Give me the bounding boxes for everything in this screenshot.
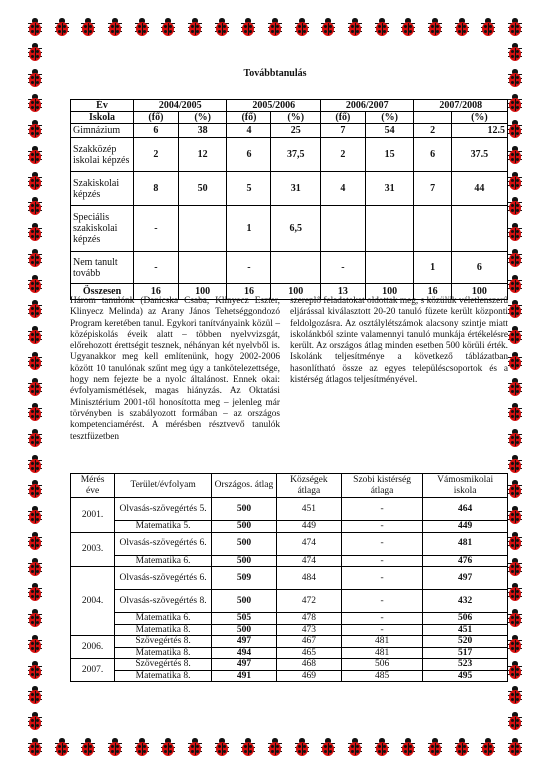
ladybug-icon [507, 532, 523, 551]
area-cell: Olvasás-szövegértés 6. [115, 532, 212, 555]
column-header: Terület/évfolyam [115, 474, 212, 498]
village-average: 469 [276, 670, 341, 682]
ladybug-icon [400, 18, 416, 37]
ladybug-icon [27, 249, 43, 268]
ladybug-icon [80, 738, 96, 757]
unit-heading: (%) [365, 112, 414, 124]
ladybug-icon [507, 275, 523, 294]
ladybug-icon [507, 403, 523, 422]
area-cell: Matematika 8. [115, 670, 212, 682]
total-cell: 16 [227, 284, 271, 300]
body-text-right: szereplő feladatokat oldottak meg, s közülük véletlenszerű eljárással kiválasztott 20-20 tanuló füzete került központi feldolgozásra. Az osztálylétszámok alacsony szintje miatt iskolánkból szinte valamennyi tanuló munkája értékelésre került. Az országos átlag minden esetben 500 körüli érték. Iskolánk teljesítménye a következő táblázatban hasonlítható össze az egyes településcsoportok és a kistérség átlagos teljesítményével. [290, 296, 508, 386]
value-cell: 54 [365, 124, 414, 138]
ladybug-icon [107, 738, 123, 757]
area-cell: Olvasás-szövegértés 5. [115, 498, 212, 521]
ladybug-icon [27, 455, 43, 474]
area-cell: Matematika 5. [115, 521, 212, 533]
table-row [71, 555, 508, 567]
village-average: 451 [276, 498, 341, 521]
value-cell: 5 [227, 172, 271, 206]
area-cell: Matematika 8. [115, 624, 212, 636]
value-cell: 12 [178, 138, 227, 172]
value-cell: 2 [414, 124, 451, 138]
year-header: Év [71, 100, 134, 112]
ladybug-icon [27, 300, 43, 319]
ladybug-icon [507, 609, 523, 628]
school-result: 481 [423, 532, 508, 555]
value-cell: 6,5 [271, 206, 321, 252]
ladybug-icon [80, 18, 96, 37]
ladybug-icon [507, 43, 523, 62]
table-row [71, 647, 508, 659]
unit-heading: (%) [451, 112, 507, 124]
ladybug-icon [160, 18, 176, 37]
ladybug-icon [27, 378, 43, 397]
value-cell [271, 252, 321, 284]
value-cell: - [320, 252, 365, 284]
year-cell: 2007. [71, 659, 115, 682]
ladybug-icon [507, 661, 523, 680]
ladybug-icon [27, 738, 43, 757]
ladybug-icon [27, 635, 43, 654]
value-cell: 2 [320, 138, 365, 172]
ladybug-icon [214, 738, 230, 757]
ladybug-icon [160, 738, 176, 757]
ladybug-icon [507, 738, 523, 757]
subregion-average: - [341, 521, 422, 533]
unit-heading: (fő) [227, 112, 271, 124]
subregion-average: - [341, 624, 422, 636]
ladybug-icon [320, 18, 336, 37]
value-cell [178, 206, 227, 252]
school-result: 520 [423, 636, 508, 648]
row-label: Szakiskolai képzés [71, 172, 134, 206]
ladybug-icon [454, 18, 470, 37]
school-result: 506 [423, 613, 508, 625]
unit-heading: (fő) [320, 112, 365, 124]
national-average: 494 [211, 647, 276, 659]
ladybug-icon [27, 326, 43, 345]
total-cell: 16 [134, 284, 179, 300]
subregion-average: 481 [341, 647, 422, 659]
school-result: 451 [423, 624, 508, 636]
table-row [71, 613, 508, 625]
ladybug-icon [267, 18, 283, 37]
subregion-average: - [341, 567, 422, 590]
year-heading: 2007/2008 [414, 100, 508, 112]
ladybug-icon [187, 18, 203, 37]
value-cell: 37,5 [271, 138, 321, 172]
school-header: Iskola [71, 112, 134, 124]
ladybug-icon [347, 18, 363, 37]
ladybug-icon [187, 738, 203, 757]
body-text-left: Három tanulónk (Danicska Csaba, Klinyecz Eszter, Klinyecz Melinda) az Arany János Tehetséggondozó Program keretében tanul. Egykori tanítványaink közül – középiskolás éveik alatt – többen nyelvvizsgát, előrehozott érettségit tesznek, néhányan két nyelvből is. Ugyanakkor meg kell említenünk, hogy 2002-2006 között 10 tanulónak szűnt meg úgy a tankötelezettsége, hogy nem fejezte be a nyolc általánost. Ennek okai: évfolyamismétlések, magas hiányzás. Az Oktatási Minisztérium 2001-től honosította meg – jelenleg már törvényben is szabályozott formában – az országos kompetenciamérést. A mérésben résztvevő tanulók tesztfüzetben [70, 296, 280, 442]
value-cell: 1 [227, 206, 271, 252]
year-cell: 2004. [71, 567, 115, 636]
value-cell: 4 [227, 124, 271, 138]
value-cell [320, 206, 365, 252]
ladybug-icon [507, 480, 523, 499]
ladybug-icon [507, 635, 523, 654]
national-average: 500 [211, 555, 276, 567]
column-header: Szobi kistérség átlaga [341, 474, 422, 498]
table-row [71, 172, 508, 206]
value-cell: - [134, 252, 179, 284]
subregion-average: 481 [341, 636, 422, 648]
school-result: 464 [423, 498, 508, 521]
village-average: 474 [276, 532, 341, 555]
value-cell: 37.5 [451, 138, 507, 172]
subregion-average: - [341, 590, 422, 613]
ladybug-icon [507, 455, 523, 474]
year-cell: 2001. [71, 498, 115, 533]
national-average: 509 [211, 567, 276, 590]
subregion-average: 485 [341, 670, 422, 682]
ladybug-icon [267, 738, 283, 757]
value-cell: - [227, 252, 271, 284]
ladybug-icon [507, 300, 523, 319]
value-cell [365, 206, 414, 252]
national-average: 500 [211, 624, 276, 636]
value-cell: - [134, 206, 179, 252]
ladybug-icon [454, 738, 470, 757]
ladybug-icon [27, 609, 43, 628]
ladybug-icon [400, 738, 416, 757]
total-cell: 100 [271, 284, 321, 300]
table-row [71, 624, 508, 636]
subregion-average: - [341, 498, 422, 521]
school-result: 495 [423, 670, 508, 682]
ladybug-icon [27, 18, 43, 37]
year-heading: 2004/2005 [134, 100, 227, 112]
subregion-average: 506 [341, 659, 422, 671]
school-result: 517 [423, 647, 508, 659]
column-header: Mérés éve [71, 474, 115, 498]
header-row [71, 100, 508, 112]
ladybug-icon [507, 712, 523, 731]
value-cell: 7 [414, 172, 451, 206]
table-row [71, 670, 508, 682]
value-cell: 4 [320, 172, 365, 206]
ladybug-icon [54, 18, 70, 37]
ladybug-icon [507, 378, 523, 397]
unit-heading: (%) [271, 112, 321, 124]
row-label: Nem tanult tovább [71, 252, 134, 284]
value-cell: 31 [365, 172, 414, 206]
row-label: Gimnázium [71, 124, 134, 138]
ladybug-icon [27, 223, 43, 242]
value-cell [365, 252, 414, 284]
national-average: 505 [211, 613, 276, 625]
village-average: 473 [276, 624, 341, 636]
value-cell: 25 [271, 124, 321, 138]
value-cell: 12.5 [451, 124, 507, 138]
subregion-average: - [341, 555, 422, 567]
ladybug-icon [507, 94, 523, 113]
school-result: 432 [423, 590, 508, 613]
table-row [71, 567, 508, 590]
value-cell: 15 [365, 138, 414, 172]
unit-heading [414, 112, 451, 124]
ladybug-icon [27, 94, 43, 113]
ladybug-icon [507, 146, 523, 165]
national-average: 497 [211, 659, 276, 671]
ladybug-icon [27, 686, 43, 705]
national-average: 500 [211, 498, 276, 521]
year-cell: 2003. [71, 532, 115, 567]
ladybug-icon [134, 18, 150, 37]
ladybug-icon [240, 18, 256, 37]
unit-row [71, 112, 508, 124]
ladybug-icon [134, 738, 150, 757]
year-cell: 2006. [71, 636, 115, 659]
ladybug-icon [507, 197, 523, 216]
ladybug-icon [374, 738, 390, 757]
further-education-table [70, 99, 508, 300]
value-cell: 38 [178, 124, 227, 138]
ladybug-icon [507, 120, 523, 139]
ladybug-icon [27, 352, 43, 371]
ladybug-icon [347, 738, 363, 757]
year-heading: 2006/2007 [320, 100, 413, 112]
ladybug-icon [507, 18, 523, 37]
village-average: 468 [276, 659, 341, 671]
ladybug-icon [27, 429, 43, 448]
village-average: 474 [276, 555, 341, 567]
ladybug-icon [27, 403, 43, 422]
area-cell: Matematika 6. [115, 613, 212, 625]
ladybug-icon [27, 120, 43, 139]
subregion-average: - [341, 613, 422, 625]
unit-heading: (%) [178, 112, 227, 124]
school-result: 449 [423, 521, 508, 533]
competence-results-table [70, 473, 508, 682]
area-cell: Olvasás-szövegértés 6. [115, 567, 212, 590]
total-label: Összesen [71, 284, 134, 300]
ladybug-icon [507, 686, 523, 705]
ladybug-icon [480, 18, 496, 37]
ladybug-icon [507, 583, 523, 602]
value-cell: 6 [414, 138, 451, 172]
ladybug-icon [320, 738, 336, 757]
subregion-average: - [341, 532, 422, 555]
table-row [71, 124, 508, 138]
village-average: 472 [276, 590, 341, 613]
ladybug-icon [507, 326, 523, 345]
table-row [71, 498, 508, 521]
ladybug-icon [507, 172, 523, 191]
area-cell: Szövegértés 8. [115, 659, 212, 671]
value-cell [178, 252, 227, 284]
village-average: 449 [276, 521, 341, 533]
school-result: 497 [423, 567, 508, 590]
ladybug-icon [507, 249, 523, 268]
ladybug-icon [427, 18, 443, 37]
row-label: Speciális szakiskolai képzés [71, 206, 134, 252]
national-average: 500 [211, 532, 276, 555]
school-result: 476 [423, 555, 508, 567]
table-row [71, 138, 508, 172]
year-heading: 2005/2006 [227, 100, 320, 112]
ladybug-icon [107, 18, 123, 37]
village-average: 484 [276, 567, 341, 590]
ladybug-icon [54, 738, 70, 757]
ladybug-icon [480, 738, 496, 757]
national-average: 500 [211, 590, 276, 613]
column-header: Községek átlaga [276, 474, 341, 498]
unit-heading: (fő) [134, 112, 179, 124]
table-row [71, 659, 508, 671]
ladybug-icon [27, 172, 43, 191]
ladybug-icon [27, 532, 43, 551]
village-average: 478 [276, 613, 341, 625]
value-cell: 44 [451, 172, 507, 206]
total-cell: 13 [320, 284, 365, 300]
value-cell [414, 206, 451, 252]
value-cell: 50 [178, 172, 227, 206]
value-cell: 6 [134, 124, 179, 138]
table-row [71, 252, 508, 284]
school-result: 523 [423, 659, 508, 671]
table-row [71, 636, 508, 648]
table-row [71, 206, 508, 252]
value-cell [451, 206, 507, 252]
ladybug-icon [27, 712, 43, 731]
ladybug-icon [27, 275, 43, 294]
ladybug-icon [214, 18, 230, 37]
ladybug-icon [27, 480, 43, 499]
ladybug-icon [27, 146, 43, 165]
total-cell: 16 [414, 284, 451, 300]
national-average: 491 [211, 670, 276, 682]
ladybug-icon [27, 661, 43, 680]
page-title: Továbbtanulás [243, 68, 307, 79]
header-row [71, 474, 508, 498]
area-cell: Matematika 6. [115, 555, 212, 567]
value-cell: 6 [227, 138, 271, 172]
value-cell: 31 [271, 172, 321, 206]
ladybug-icon [427, 738, 443, 757]
ladybug-icon [507, 223, 523, 242]
table-row [71, 532, 508, 555]
value-cell: 1 [414, 252, 451, 284]
area-cell: Matematika 8. [115, 647, 212, 659]
ladybug-icon [27, 506, 43, 525]
value-cell: 7 [320, 124, 365, 138]
table-row [71, 521, 508, 533]
ladybug-icon [507, 429, 523, 448]
ladybug-icon [294, 738, 310, 757]
value-cell: 2 [134, 138, 179, 172]
national-average: 497 [211, 636, 276, 648]
ladybug-icon [27, 583, 43, 602]
table-row [71, 590, 508, 613]
area-cell: Olvasás-szövegértés 8. [115, 590, 212, 613]
total-cell: 100 [365, 284, 414, 300]
column-header: Vámosmikolai iskola [423, 474, 508, 498]
ladybug-icon [27, 43, 43, 62]
ladybug-icon [374, 18, 390, 37]
ladybug-icon [294, 18, 310, 37]
national-average: 500 [211, 521, 276, 533]
total-cell: 100 [451, 284, 507, 300]
value-cell: 6 [451, 252, 507, 284]
ladybug-icon [507, 558, 523, 577]
ladybug-icon [507, 352, 523, 371]
column-header: Országos. átlag [211, 474, 276, 498]
village-average: 467 [276, 636, 341, 648]
total-cell: 100 [178, 284, 227, 300]
value-cell: 8 [134, 172, 179, 206]
area-cell: Szövegértés 8. [115, 636, 212, 648]
village-average: 465 [276, 647, 341, 659]
ladybug-icon [27, 197, 43, 216]
ladybug-icon [507, 506, 523, 525]
row-label: Szakközép iskolai képzés [71, 138, 134, 172]
ladybug-icon [27, 558, 43, 577]
ladybug-icon [240, 738, 256, 757]
